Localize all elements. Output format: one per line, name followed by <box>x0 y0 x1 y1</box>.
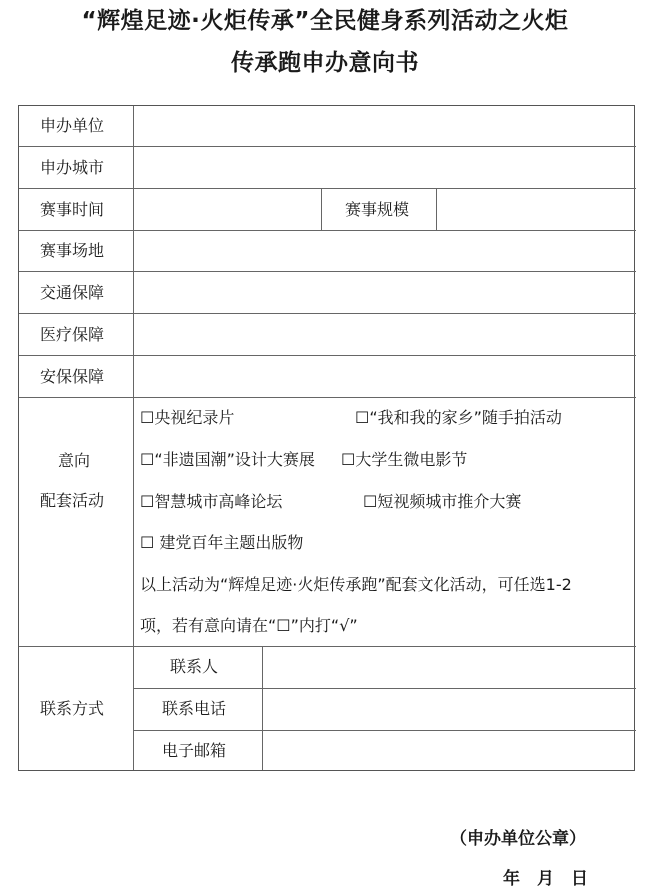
row-divider <box>133 730 636 731</box>
row-divider <box>19 646 636 647</box>
label-contact-phone: 联系电话 <box>162 699 227 718</box>
label-supporting-activities: 配套活动 <box>40 491 105 510</box>
option-heritage-design[interactable]: ☐“非遗国潮”设计大赛展 <box>140 450 315 469</box>
row-divider <box>133 688 636 689</box>
column-divider <box>436 188 437 230</box>
application-form-table <box>18 105 635 771</box>
column-divider <box>262 646 263 770</box>
row-divider <box>19 397 636 398</box>
label-host-unit: 申办单位 <box>40 116 105 135</box>
label-contact: 联系方式 <box>40 699 105 718</box>
option-short-video[interactable]: ☐短视频城市推介大赛 <box>363 492 522 511</box>
row-divider <box>19 271 636 272</box>
label-contact-person: 联系人 <box>170 657 219 676</box>
row-divider <box>19 146 636 147</box>
label-event-time: 赛事时间 <box>40 200 105 219</box>
option-smart-city-forum[interactable]: ☐智慧城市高峰论坛 <box>140 492 283 511</box>
row-divider <box>19 188 636 189</box>
row-divider <box>19 230 636 231</box>
option-hometown-photo[interactable]: ☐“我和我的家乡”随手拍活动 <box>355 408 562 427</box>
row-divider <box>19 313 636 314</box>
option-party-publication[interactable]: ☐ 建党百年主题出版物 <box>140 533 304 552</box>
label-email: 电子邮箱 <box>162 741 227 760</box>
seal-placeholder: （申办单位公章） <box>450 829 586 849</box>
date-placeholder: 年 月 日 <box>503 869 588 889</box>
label-host-city: 申办城市 <box>40 158 105 177</box>
label-venue: 赛事场地 <box>40 241 105 260</box>
column-divider <box>321 188 322 230</box>
note-line: 项，若有意向请在“☐”内打“√” <box>140 616 358 635</box>
option-cctv-documentary[interactable]: ☐央视纪录片 <box>140 408 235 427</box>
column-divider <box>133 106 134 770</box>
label-medical: 医疗保障 <box>40 325 105 344</box>
row-divider <box>19 355 636 356</box>
label-intent: 意向 <box>58 451 91 470</box>
label-traffic: 交通保障 <box>40 283 105 302</box>
label-security: 安保保障 <box>40 367 105 386</box>
document-title-line1: “辉煌足迹·火炬传承”全民健身系列活动之火炬 <box>81 8 569 34</box>
option-student-film[interactable]: ☐大学生微电影节 <box>341 450 468 469</box>
document-title-line2: 传承跑申办意向书 <box>231 50 419 76</box>
label-event-scale: 赛事规模 <box>345 200 410 219</box>
note-line: 以上活动为“辉煌足迹·火炬传承跑”配套文化活动，可任选1-2 <box>140 575 572 594</box>
